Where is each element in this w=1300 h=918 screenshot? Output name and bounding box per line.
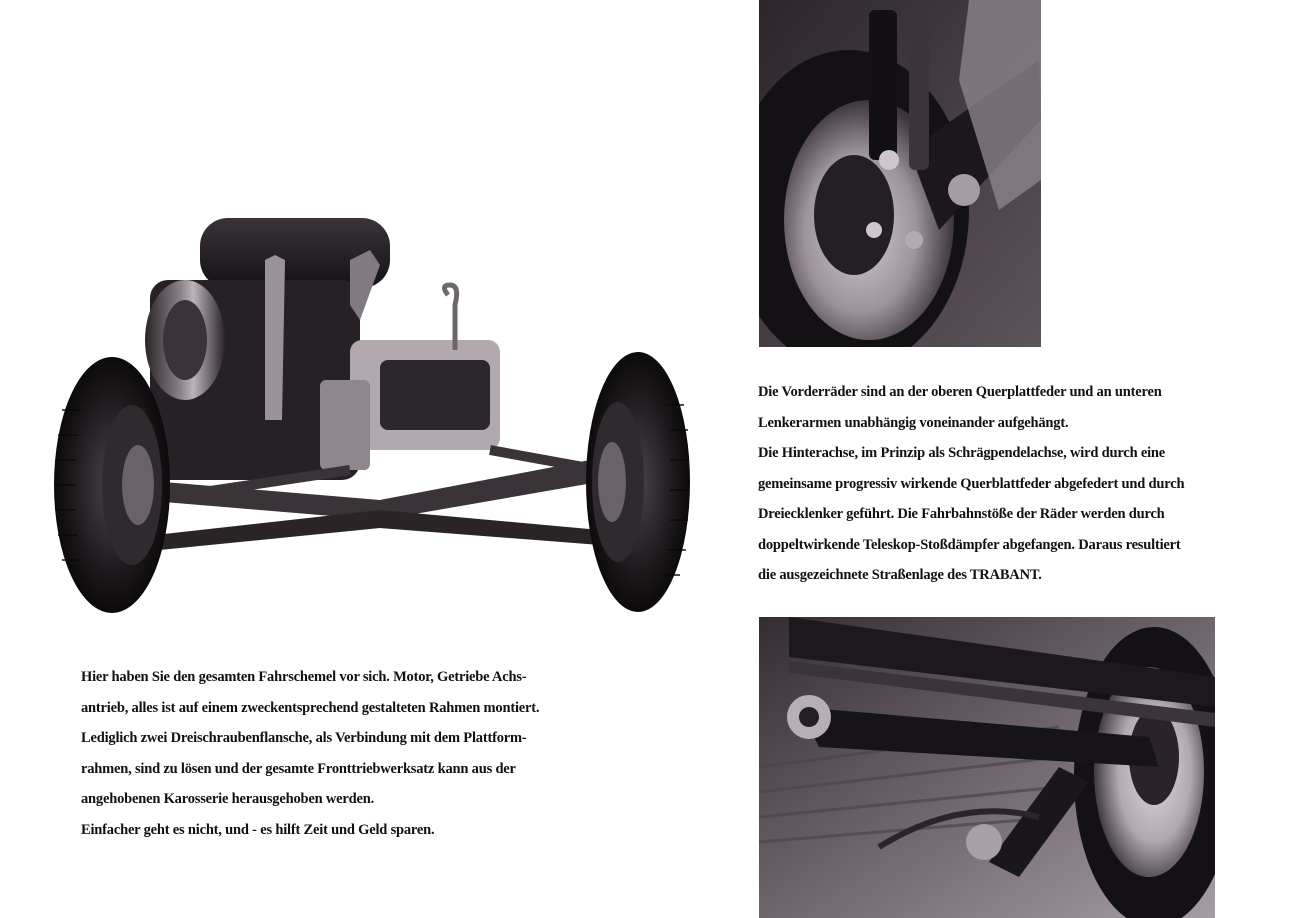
text-line: rahmen, sind zu lösen und der gesamte Fronttriebwerksatz kann aus der bbox=[81, 760, 516, 777]
text-line: Lenkerarmen unabhängig voneinander aufgehängt. bbox=[758, 414, 1069, 431]
text-line: antrieb, alles ist auf einem zweckentsprechend gestalteten Rahmen montiert. bbox=[81, 699, 540, 716]
text-line: Dreiecklenker geführt. Die Fahrbahnstöße der Räder werden durch bbox=[758, 506, 1165, 522]
suspension-description bbox=[758, 377, 1238, 591]
text-line: angehobenen Karosserie herausgehoben werden. bbox=[81, 791, 375, 807]
text-line: doppeltwirkende Teleskop-Stoßdämpfer abgefangen. Daraus resultiert bbox=[758, 536, 1181, 553]
chassis-photo-icon bbox=[50, 210, 690, 620]
front-suspension-photo bbox=[759, 0, 1041, 347]
text-line: Hier haben Sie den gesamten Fahrschemel vor sich. Motor, Getriebe Achs- bbox=[81, 669, 527, 685]
rear-suspension-photo-icon bbox=[759, 617, 1215, 918]
text-line: Einfacher geht es nicht, und - es hilft Zeit und Geld sparen. bbox=[81, 821, 435, 838]
text-line: die ausgezeichnete Straßenlage des TRABANT. bbox=[758, 567, 1042, 583]
rear-suspension-photo bbox=[759, 617, 1215, 918]
chassis-photo bbox=[50, 210, 690, 620]
front-suspension-photo-icon bbox=[759, 0, 1041, 347]
text-line: Die Vorderräder sind an der oberen Querplattfeder und an unteren bbox=[758, 384, 1162, 400]
chassis-description bbox=[81, 662, 601, 845]
text-line: gemeinsame progressiv wirkende Querblattfeder abgefedert und durch bbox=[758, 475, 1185, 492]
text-line: Lediglich zwei Dreischraubenflansche, als Verbindung mit dem Plattform- bbox=[81, 730, 527, 746]
text-line: Die Hinterachse, im Prinzip als Schrägpendelachse, wird durch eine bbox=[758, 445, 1166, 461]
